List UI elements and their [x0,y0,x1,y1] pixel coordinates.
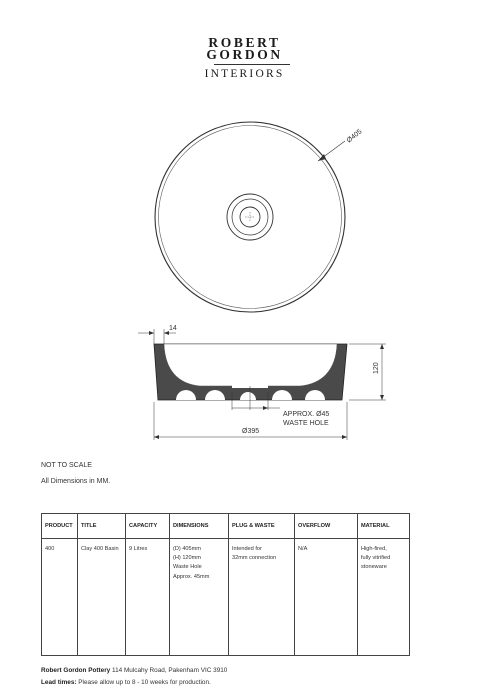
header-title: TITLE [78,514,126,539]
table-row [42,539,410,656]
brand-name-line3: INTERIORS [204,68,285,80]
material-line3: stoneware [361,564,387,571]
cell-dimensions [170,539,229,656]
company-address [41,667,227,674]
units-note: All Dimensions in MM. [41,478,111,485]
cell-product: 400 [42,539,78,656]
brand-name-line2: GORDON [206,47,283,62]
address-text: 114 Mulcahy Road, Pakenham VIC 3910 [112,667,228,674]
brand-name-line1: ROBERT [208,35,281,50]
dimension-waste-label: Waste Hole [173,564,202,571]
basin-cavity [164,344,337,386]
bottom-diameter-label: Ø395 [242,428,260,435]
material-line2: fully vitrified [361,555,391,562]
cell-plug-waste [229,539,295,656]
side-view [138,325,386,440]
header-material: MATERIAL [358,514,410,539]
cell-capacity: 9 Litres [126,539,170,656]
lead-times-text: Please allow up to 8 - 10 weeks for production. [78,679,211,686]
lead-times-label: Lead times: [41,679,77,686]
height-label: 120 [373,362,380,374]
cell-material [358,539,410,656]
top-view [155,122,364,312]
waste-hole-label-line2: WASTE HOLE [283,420,329,427]
rim-thickness-label: 14 [169,325,177,332]
material-line1: High-fired, [361,546,387,552]
table-header-row [42,514,410,539]
specification-table [41,513,410,656]
header-capacity: CAPACITY [126,514,170,539]
plug-waste-line1: Intended for [232,546,262,552]
cell-overflow: N/A [295,539,358,656]
header-overflow: OVERFLOW [295,514,358,539]
waste-hole-label-line1: APPROX. Ø45 [283,411,330,418]
header-dimensions: DIMENSIONS [170,514,229,539]
cell-title: Clay 400 Basin [78,539,126,656]
company-name: Robert Gordon Pottery [41,667,111,674]
dimension-depth: (D) 405mm [173,546,201,552]
top-diameter-label: Ø405 [345,128,364,145]
scale-note: NOT TO SCALE [41,462,92,469]
plug-waste-line2: 32mm connection [232,555,277,562]
lead-times [41,679,211,686]
header-product: PRODUCT [42,514,78,539]
header-plug-waste: PLUG & WASTE [229,514,295,539]
dimension-waste-size: Approx. 45mm [173,573,210,580]
dimension-height: (H) 120mm [173,555,201,562]
